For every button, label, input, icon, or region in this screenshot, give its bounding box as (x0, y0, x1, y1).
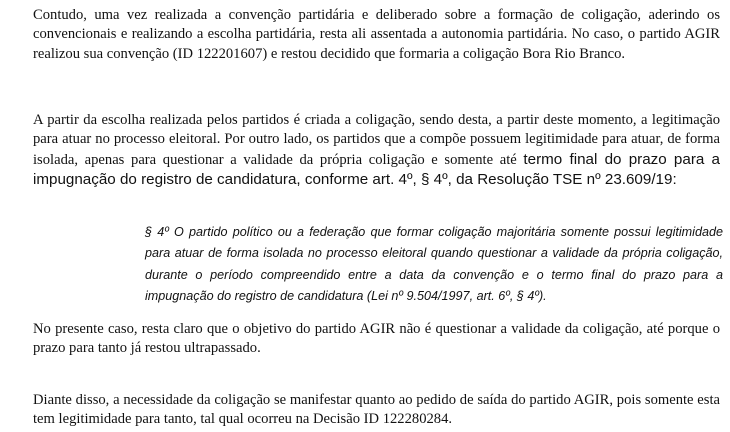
paragraph-2-end: termo final do prazo para a impugnação do registro de candidatura, conforme art. 4º, § 4º, da Resolução TSE nº 23.609/19: (33, 150, 721, 189)
paragraph-3: No presente caso, resta claro que o objetivo do partido AGIR não é questionar a validade da coligação, até porque o prazo para tanto já restou ultrapassado. (33, 321, 720, 357)
paragraph-4: Diante disso, a necessidade da coligação se manifestar quanto ao pedido de saída do partido AGIR, pois somente esta tem legitimidade para tanto, tal qual ocorreu na Decisão ID 122280284. (33, 392, 720, 428)
paragraph-2 (33, 111, 720, 191)
paragraph-1: Contudo, uma vez realizada a convenção partidária e deliberado sobre a formação de coligação, aderindo os convencionais e realizando a escolha partidária, resta ali assentada a autonomia partidária. No caso, o partido AGIR realizou sua convenção (ID 122201607) e restou decidido que formaria a coligação Bora Rio Branco. (33, 7, 720, 62)
paragraph-2-start: A partir da escolha realizada pelos partidos é criada a coligação, sendo desta, a partir deste momento, a legitimação para atuar no processo eleitoral. Por outro lado, os partidos que a compõe possuem legitimidade para atuar, de forma isolada, apenas para questionar a validade da própria coligação e somente até (33, 112, 720, 168)
legal-quote: § 4º O partido político ou a federação que formar coligação majoritária somente possui legitimidade para atuar de forma isolada no processo eleitoral quando questionar a validade da própria coligação, durante o período compreendido entre a data da convenção e o termo final do prazo para a impugnação do registro de candidatura (Lei nº 9.504/1997, art. 6º, § 4º). (145, 225, 723, 303)
